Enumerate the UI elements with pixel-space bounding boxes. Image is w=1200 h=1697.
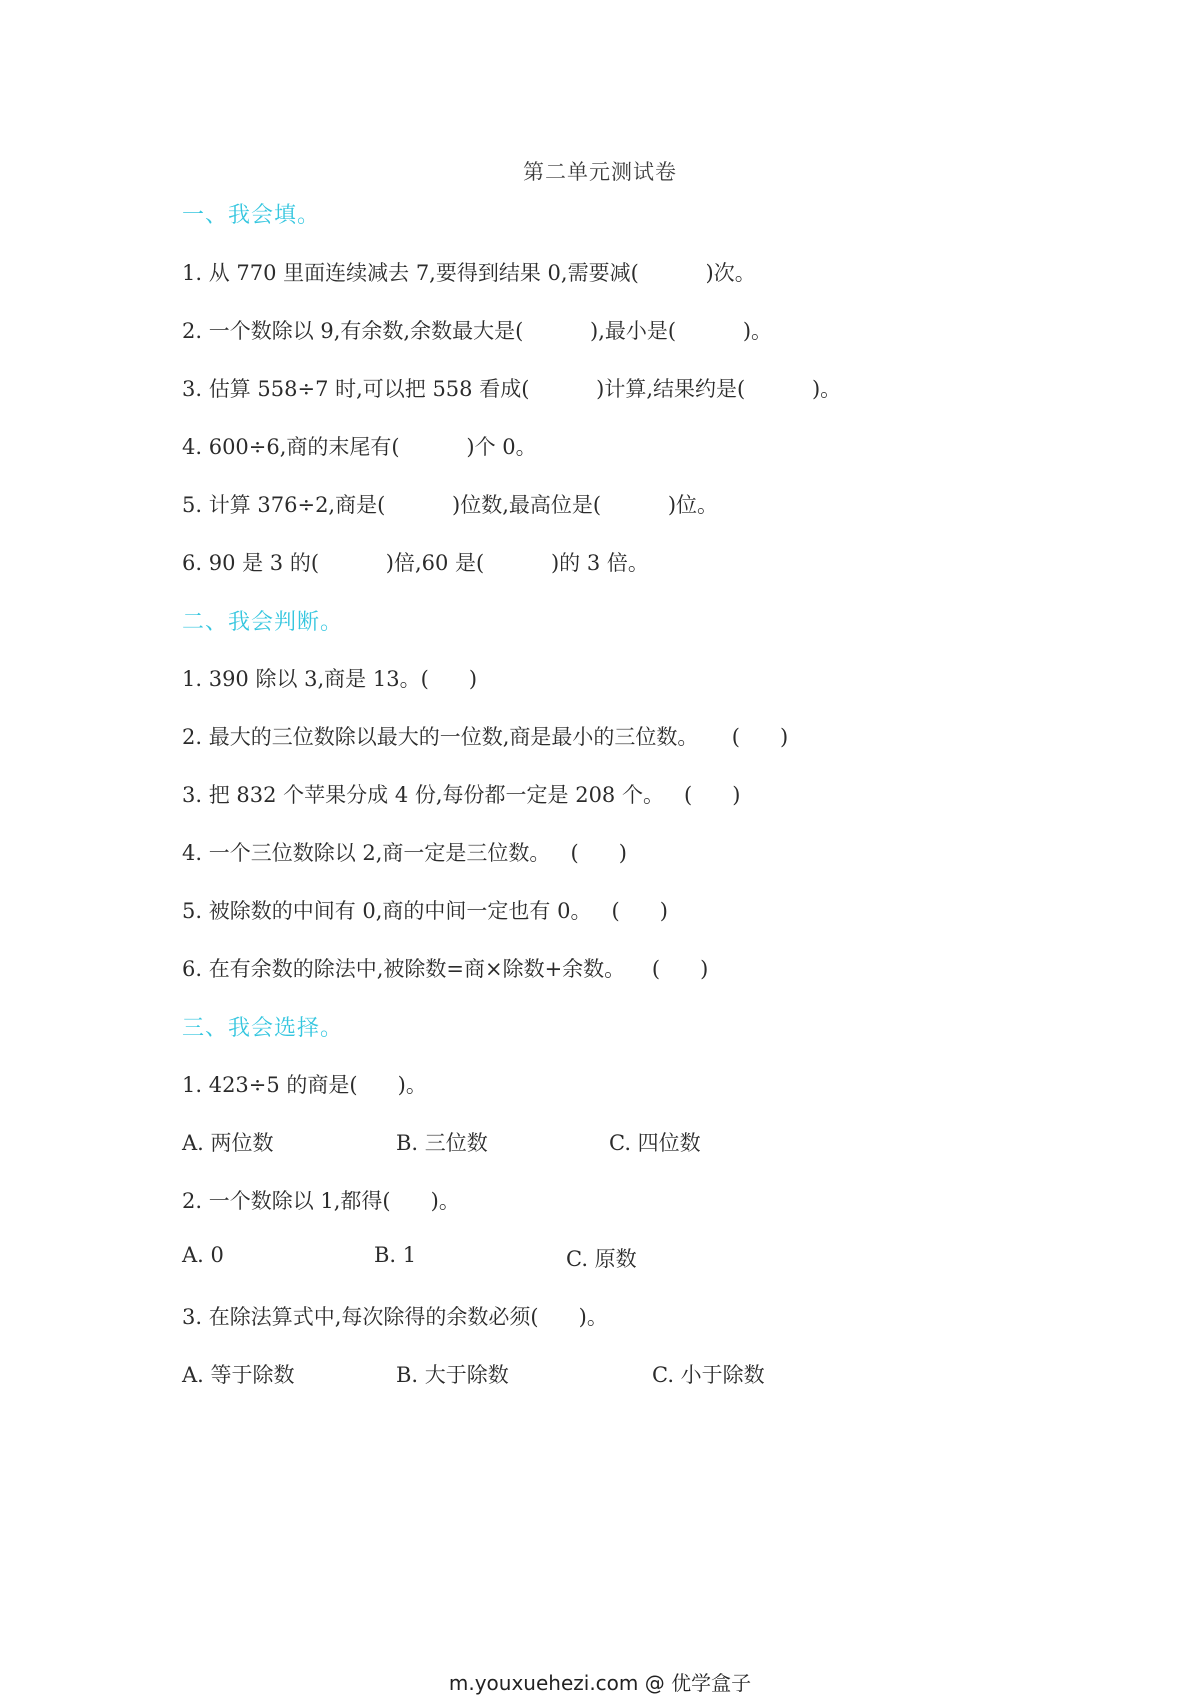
page-title: 第二单元测试卷: [523, 160, 677, 184]
choice-1-option-a: A. 两位数: [182, 1131, 274, 1155]
choice-3-option-b: B. 大于除数: [396, 1363, 509, 1387]
section-heading-choose: 三、我会选择。: [182, 1016, 344, 1041]
fill-question-6: 6. 90 是 3 的( )倍,60 是( )的 3 倍。: [182, 551, 649, 575]
choice-question-3: 3. 在除法算式中,每次除得的余数必须( )。: [182, 1305, 608, 1329]
choice-1-option-b: B. 三位数: [396, 1131, 488, 1155]
judge-question-5: 5. 被除数的中间有 0,商的中间一定也有 0。 ( ): [182, 899, 668, 923]
choice-2-option-b: B. 1: [374, 1243, 417, 1267]
fill-question-4: 4. 600÷6,商的末尾有( )个 0。: [182, 435, 537, 459]
judge-question-2: 2. 最大的三位数除以最大的一位数,商是最小的三位数。 ( ): [182, 725, 789, 749]
judge-question-4: 4. 一个三位数除以 2,商一定是三位数。 ( ): [182, 841, 627, 865]
choice-3-option-c: C. 小于除数: [652, 1363, 765, 1387]
fill-question-1: 1. 从 770 里面连续减去 7,要得到结果 0,需要减( )次。: [182, 261, 756, 285]
fill-question-3: 3. 估算 558÷7 时,可以把 558 看成( )计算,结果约是( )。: [182, 377, 842, 401]
choice-1-option-c: C. 四位数: [609, 1131, 701, 1155]
choice-question-2: 2. 一个数除以 1,都得( )。: [182, 1189, 460, 1213]
choice-2-option-a: A. 0: [182, 1243, 224, 1267]
fill-question-2: 2. 一个数除以 9,有余数,余数最大是( ),最小是( )。: [182, 319, 773, 343]
section-heading-fill: 一、我会填。: [182, 203, 321, 228]
choice-2-option-c: C. 原数: [566, 1247, 637, 1271]
footer-watermark: m.youxuehezi.com @ 优学盒子: [448, 1671, 752, 1695]
judge-question-6: 6. 在有余数的除法中,被除数=商×除数+余数。 ( ): [182, 957, 709, 981]
choice-question-1: 1. 423÷5 的商是( )。: [182, 1073, 427, 1097]
fill-question-5: 5. 计算 376÷2,商是( )位数,最高位是( )位。: [182, 493, 719, 517]
choice-3-option-a: A. 等于除数: [182, 1363, 295, 1387]
section-heading-judge: 二、我会判断。: [182, 610, 344, 635]
judge-question-3: 3. 把 832 个苹果分成 4 份,每份都一定是 208 个。 ( ): [182, 783, 741, 807]
judge-question-1: 1. 390 除以 3,商是 13。( ): [182, 667, 478, 691]
